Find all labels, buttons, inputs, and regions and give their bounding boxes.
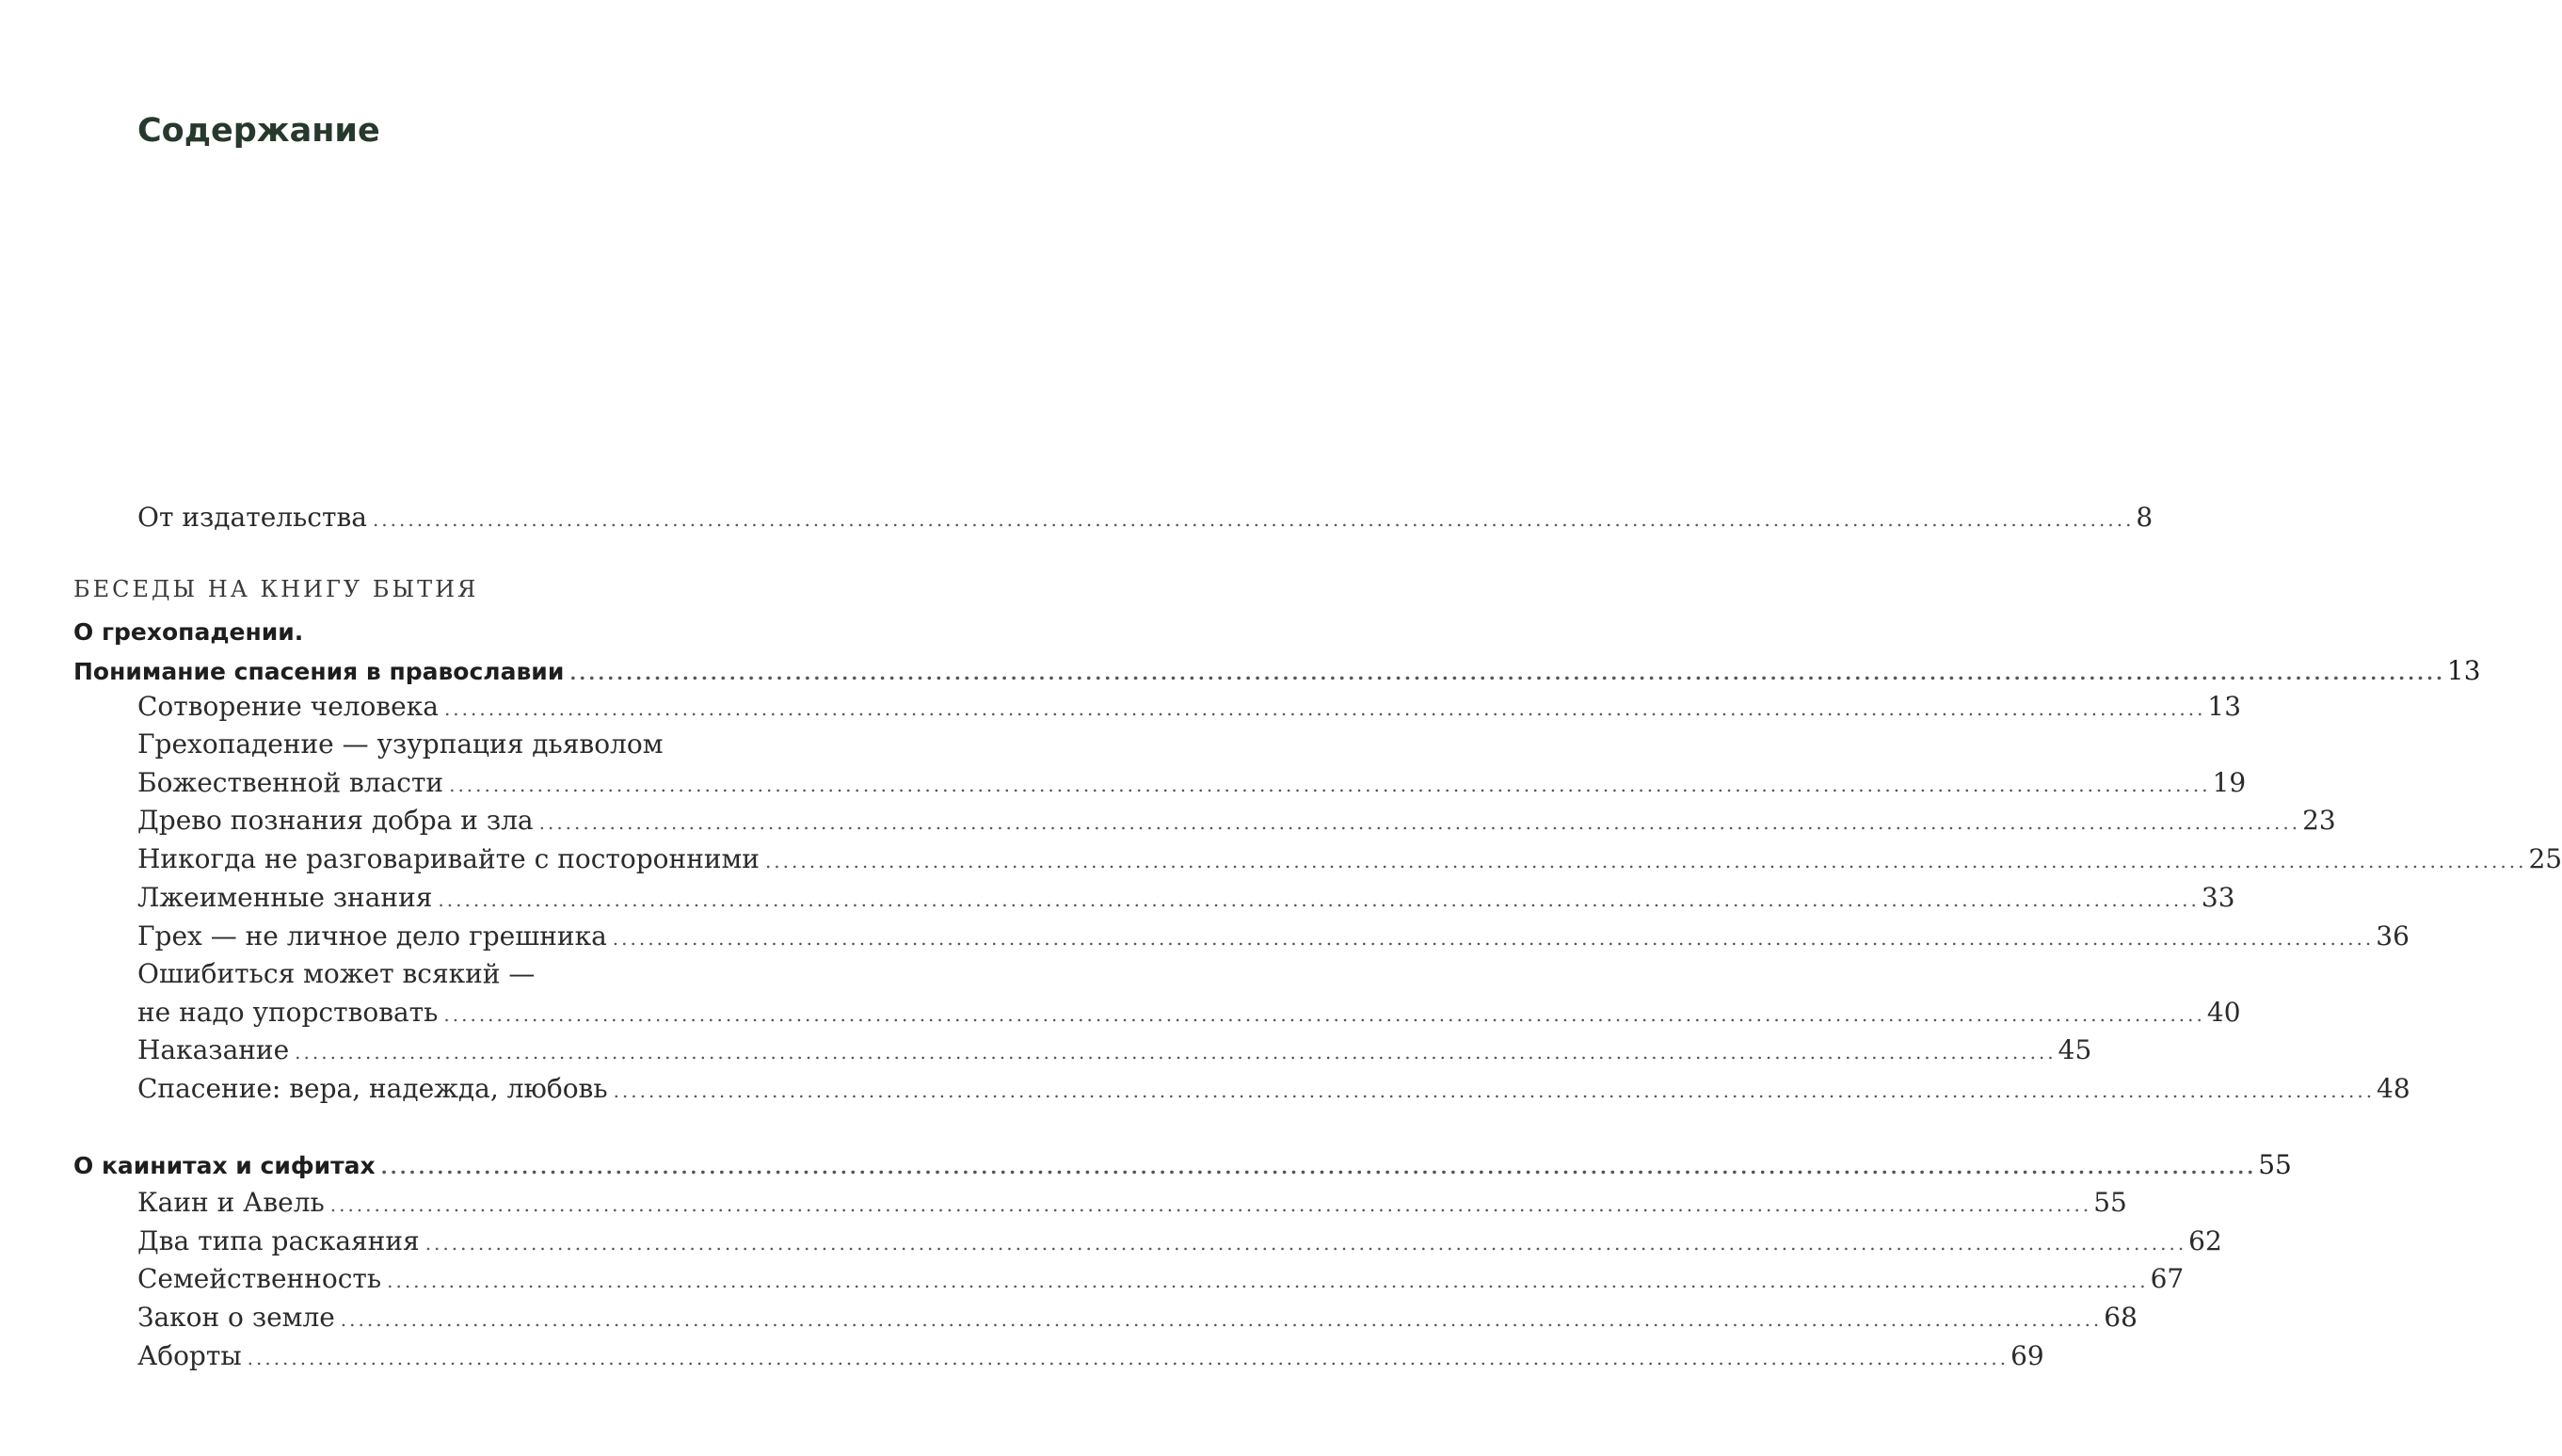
part-title-line2: Понимание спасения в православии xyxy=(73,658,565,685)
leader-dots: ........................................................................................................................................................................................................ xyxy=(247,1347,2010,1369)
toc-entry-title: Древо познания добра и зла xyxy=(137,805,534,836)
toc-entry-title-line2: не надо упорствовать xyxy=(137,997,439,1028)
toc-entry-title: От издательства xyxy=(137,502,367,533)
toc-entry-title: Семейственность xyxy=(137,1263,382,1294)
leader-dots: ........................................................................................................................................................................................................ xyxy=(438,888,2200,911)
toc-part-2 xyxy=(73,1149,2292,1180)
toc-entry-page: 45 xyxy=(2058,1034,2092,1065)
toc-entry xyxy=(137,1302,2138,1333)
toc-entry-page: 23 xyxy=(2302,805,2336,836)
toc-entry xyxy=(137,1225,2222,1256)
toc-entry-title: Два типа раскаяния xyxy=(137,1225,420,1256)
toc-entry xyxy=(137,691,2242,722)
toc-entry-page: 13 xyxy=(2446,655,2481,686)
toc-entry xyxy=(137,1034,2092,1065)
toc-entry-page: 33 xyxy=(2201,882,2235,913)
toc-entry-page: 36 xyxy=(2376,920,2410,952)
toc-entry-title-line2: Божественной власти xyxy=(137,767,444,798)
leader-dots: ........................................................................................................................................................................................................ xyxy=(538,811,2301,834)
toc-entry-title: Грех — не личное дело грешника xyxy=(137,920,607,952)
leader-dots: ........................................................................................................................................................................................................ xyxy=(764,850,2527,872)
toc-entry-title: Лжеименные знания xyxy=(137,882,433,913)
toc-entry-page: 67 xyxy=(2150,1263,2185,1294)
toc-entry xyxy=(137,1187,2127,1218)
leader-dots: ........................................................................................................................................................................................................ xyxy=(612,927,2375,950)
toc-entry-title: Никогда не разговаривайте с посторонними xyxy=(137,843,760,874)
toc-entry-page: 40 xyxy=(2206,997,2241,1028)
page-title: Содержание xyxy=(137,112,380,150)
toc-part-1 xyxy=(73,655,2481,686)
toc-entry-page: 62 xyxy=(2188,1225,2222,1256)
toc-entry-title: Сотворение человека xyxy=(137,691,439,722)
toc-entry-page: 19 xyxy=(2212,767,2247,798)
toc-entry xyxy=(137,882,2235,913)
toc-entry-page: 68 xyxy=(2104,1302,2138,1333)
toc-entry-page: 55 xyxy=(2093,1187,2127,1218)
toc-entry-title: Закон о земле xyxy=(137,1302,335,1333)
leader-dots: ........................................................................................................................................................................................................ xyxy=(449,774,2211,796)
leader-dots: ........................................................................................................................................................................................................ xyxy=(387,1270,2149,1292)
toc-entry-page: 25 xyxy=(2528,843,2562,874)
leader-dots: ........................................................................................................................................................................................................ xyxy=(329,1193,2092,1216)
toc-entry xyxy=(137,920,2410,952)
toc-entry-page: 48 xyxy=(2377,1073,2410,1104)
toc-entry xyxy=(137,1263,2185,1294)
toc-entry-title: Каин и Авель xyxy=(137,1187,325,1218)
toc-entry-title: Спасение: вера, надежда, любовь xyxy=(137,1073,608,1104)
leader-dots: ........................................................................................................................................................................................................ xyxy=(613,1080,2376,1102)
leader-dots: ........................................................................................................................................................................................................ xyxy=(424,1232,2187,1255)
toc-entry-title-line1: Ошибиться может всякий — xyxy=(137,958,536,989)
toc-entry xyxy=(137,1340,2044,1371)
toc-entry xyxy=(137,843,2562,874)
leader-dots: ........................................................................................................................................................................................................ xyxy=(380,1156,2257,1178)
toc-entry-page: 8 xyxy=(2136,502,2154,533)
toc-entry xyxy=(137,805,2336,836)
leader-dots: ........................................................................................................................................................................................................ xyxy=(340,1308,2103,1331)
part-title-line1: О грехопадении. xyxy=(73,618,304,646)
toc-entry-title: Наказание xyxy=(137,1034,290,1065)
leader-dots: ........................................................................................................................................................................................................ xyxy=(443,1003,2205,1026)
toc-entry xyxy=(137,767,2247,798)
leader-dots: ........................................................................................................................................................................................................ xyxy=(295,1041,2057,1064)
leader-dots: ........................................................................................................................................................................................................ xyxy=(443,697,2206,720)
toc-entry-page: 69 xyxy=(2010,1340,2044,1371)
toc-entry xyxy=(137,997,2241,1028)
toc-entry-publisher xyxy=(137,502,2154,533)
toc-entry-title: Аборты xyxy=(137,1340,242,1371)
toc-entry-title-line1: Грехопадение — узурпация дьяволом xyxy=(137,728,664,760)
part-title: О каинитах и сифитах xyxy=(73,1152,376,1179)
toc-entry-page: 13 xyxy=(2207,691,2242,722)
toc-entry-page: 55 xyxy=(2258,1149,2292,1180)
section-title: БЕСЕДЫ НА КНИГУ БЫТИЯ xyxy=(73,576,479,602)
toc-entry xyxy=(137,1073,2410,1104)
leader-dots: ........................................................................................................................................................................................................ xyxy=(372,508,2135,531)
leader-dots: ........................................................................................................................................................................................................ xyxy=(569,662,2445,684)
